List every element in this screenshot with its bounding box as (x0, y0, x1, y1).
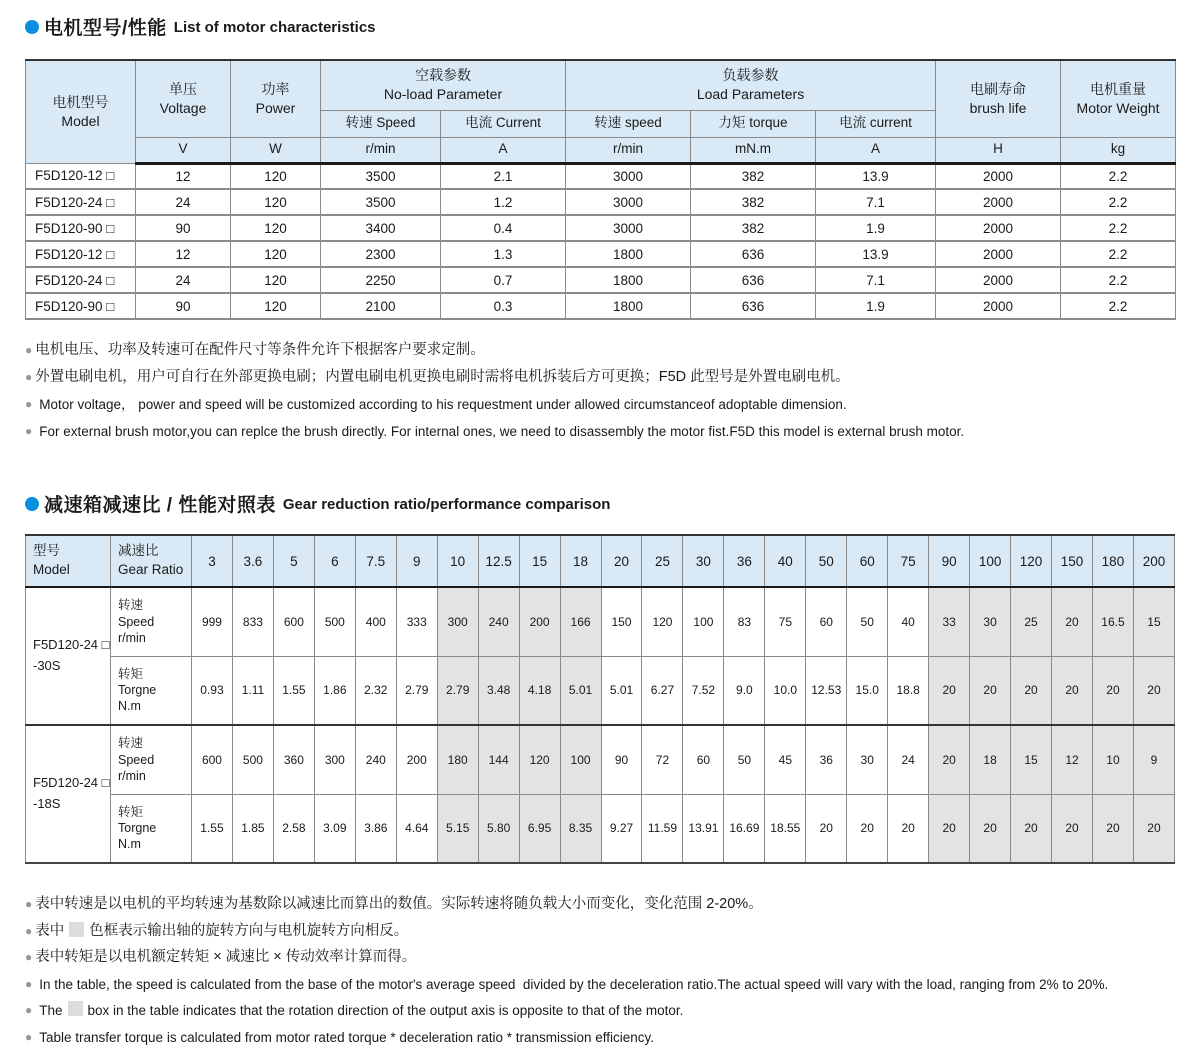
gear-ratio-header-cell: 3.6 (232, 535, 273, 587)
gear-row-label-torque: 转矩 Torgne N.m (111, 794, 192, 863)
gear-speed-row (26, 725, 1175, 794)
gear-ratio-header-cell: 40 (765, 535, 806, 587)
gear-torque-cell: 11.59 (642, 794, 683, 863)
gear-speed-cell: 9 (1133, 725, 1174, 794)
gear-ratio-header-cell: 150 (1052, 535, 1093, 587)
motor-table-cell: 636 (691, 241, 816, 267)
motor-table-cell: 3500 (321, 189, 441, 215)
motor-table-cell: 12 (136, 241, 231, 267)
unit-noload-speed: r/min (321, 137, 441, 163)
gear-speed-cell: 40 (888, 587, 929, 656)
motor-table-cell: 1.9 (816, 215, 936, 241)
motor-table-cell: 13.9 (816, 241, 936, 267)
gear-speed-cell: 90 (601, 725, 642, 794)
unit-power: W (231, 137, 321, 163)
gray-bullet-icon: ● (25, 370, 33, 384)
gear-torque-cell: 0.93 (192, 656, 233, 725)
motor-table-cell: 1800 (566, 293, 691, 319)
gear-speed-cell: 180 (437, 725, 478, 794)
gear-speed-cell: 240 (478, 587, 519, 656)
col-header-load-torque: 力矩 torque (691, 110, 816, 137)
gear-speed-cell: 25 (1011, 587, 1052, 656)
gear-speed-cell: 60 (806, 587, 847, 656)
motor-table-cell: F5D120-12 □ (26, 163, 136, 189)
motor-table-cell: 1.9 (816, 293, 936, 319)
gear-ratio-header-cell: 90 (929, 535, 970, 587)
gear-torque-cell: 20 (1052, 656, 1093, 725)
gear-speed-cell: 36 (806, 725, 847, 794)
note-item (25, 341, 1175, 360)
note-text: 色框表示输出轴的旋转方向与电机旋转方向相反。 (89, 922, 409, 939)
gear-ratio-header-cell: 75 (888, 535, 929, 587)
col-header-model-en: Model (61, 112, 100, 129)
gear-torque-cell: 5.15 (437, 794, 478, 863)
motor-table-cell: 24 (136, 189, 231, 215)
note-item (25, 422, 1175, 441)
gear-ratio-header-cell: 180 (1092, 535, 1133, 587)
gear-torque-cell: 18.55 (765, 794, 806, 863)
gear-speed-cell: 150 (601, 587, 642, 656)
unit-voltage: V (136, 137, 231, 163)
motor-table-cell: 13.9 (816, 163, 936, 189)
section1-title-en: List of motor characteristics (173, 19, 376, 36)
gear-torque-cell: 7.52 (683, 656, 724, 725)
gear-torque-cell: 1.86 (314, 656, 355, 725)
note-item (25, 895, 1175, 914)
gray-bullet-icon: ● (25, 950, 33, 964)
motor-table-cell: F5D120-90 □ (26, 215, 136, 241)
gear-ratio-header-cell: 7.5 (355, 535, 396, 587)
gear-torque-cell: 1.55 (192, 794, 233, 863)
gray-bullet-icon: ● (25, 424, 33, 438)
gear-torque-cell: 9.0 (724, 656, 765, 725)
motor-table-cell: 7.1 (816, 267, 936, 293)
col-header-model (26, 60, 136, 163)
motor-table-cell: F5D120-24 □ (26, 189, 136, 215)
gear-model-cell: F5D120-24 □ -18S (26, 725, 111, 863)
motor-table-cell: 3400 (321, 215, 441, 241)
motor-table-cell: 2.2 (1061, 267, 1176, 293)
gear-torque-cell: 2.79 (437, 656, 478, 725)
gear-ratio-header-cell: 25 (642, 535, 683, 587)
gear-speed-cell: 240 (355, 725, 396, 794)
motor-table-cell: 1.2 (441, 189, 566, 215)
motor-table-cell: 120 (231, 267, 321, 293)
motor-table-cell: F5D120-90 □ (26, 293, 136, 319)
gear-speed-cell: 18 (970, 725, 1011, 794)
gear-torque-cell: 9.27 (601, 794, 642, 863)
gear-torque-cell: 20 (970, 794, 1011, 863)
motor-table-cell: 0.3 (441, 293, 566, 319)
motor-table-cell: 382 (691, 215, 816, 241)
gear-speed-cell: 333 (396, 587, 437, 656)
unit-load-speed: r/min (566, 137, 691, 163)
gear-speed-cell: 500 (232, 725, 273, 794)
unit-load-current: A (816, 137, 936, 163)
section2-title-zh: 减速箱减速比 / 性能对照表 (44, 495, 276, 516)
motor-table-cell: 0.7 (441, 267, 566, 293)
gear-speed-cell: 144 (478, 725, 519, 794)
gear-torque-cell: 20 (1133, 794, 1174, 863)
gray-bullet-icon: ● (25, 1029, 33, 1044)
gear-torque-cell: 20 (929, 656, 970, 725)
gear-torque-cell: 1.85 (232, 794, 273, 863)
gear-ratio-header-cell: 15 (519, 535, 560, 587)
gear-torque-cell: 20 (970, 656, 1011, 725)
note-text: For external brush motor,you can replce the brush directly. For internal ones, we need to disassembly the motor fist.F5D this model is external brush motor. (39, 424, 965, 439)
gear-ratio-header-cell: 3 (192, 535, 233, 587)
gear-ratio-header-cell: 12.5 (478, 535, 519, 587)
note-item (25, 395, 1175, 414)
gear-speed-cell: 20 (1052, 587, 1093, 656)
note-text: Table transfer torque is calculated from motor rated torque * deceleration ratio * transmission efficiency. (39, 1029, 655, 1045)
gray-bullet-icon: ● (25, 923, 33, 938)
gear-torque-cell: 6.95 (519, 794, 560, 863)
gear-header-row (26, 535, 1175, 587)
gear-speed-cell: 83 (724, 587, 765, 656)
gear-torque-cell: 3.48 (478, 656, 519, 725)
gear-speed-cell: 166 (560, 587, 601, 656)
gear-torque-row (26, 794, 1175, 863)
gear-speed-cell: 20 (929, 725, 970, 794)
gray-bullet-icon: ● (25, 897, 33, 911)
note-item (25, 368, 1175, 387)
gear-speed-row (26, 587, 1175, 656)
motor-notes-list (25, 341, 1175, 441)
gear-speed-cell: 100 (560, 725, 601, 794)
motor-table-row (26, 241, 1176, 267)
gear-speed-cell: 72 (642, 725, 683, 794)
motor-table-cell: 2.2 (1061, 163, 1176, 189)
gear-ratio-header-cell: 200 (1133, 535, 1174, 587)
col-group-load: 负载参数 Load Parameters (566, 60, 936, 110)
gray-bullet-icon: ● (25, 976, 33, 991)
gear-row-label-torque: 转矩 Torgne N.m (111, 656, 192, 725)
gear-speed-cell: 33 (929, 587, 970, 656)
motor-table-cell: 90 (136, 293, 231, 319)
motor-table-cell: 3500 (321, 163, 441, 189)
note-text: 电机电压、功率及转速可在配件尺寸等条件允许下根据客户要求定制。 (35, 342, 485, 358)
section1-title-zh: 电机型号/性能 (44, 18, 167, 39)
gear-torque-cell: 8.35 (560, 794, 601, 863)
gear-torque-cell: 20 (1011, 794, 1052, 863)
gear-speed-cell: 300 (314, 725, 355, 794)
section2-title (25, 490, 1175, 517)
col-header-motor-weight: 电机重量 Motor Weight (1061, 60, 1176, 137)
motor-table-cell: 3000 (566, 215, 691, 241)
gear-ratio-header-cell: 100 (970, 535, 1011, 587)
gear-torque-cell: 15.0 (847, 656, 888, 725)
note-text: 表中转矩是以电机额定转矩 × 减速比 × 传动效率计算而得。 (35, 949, 417, 965)
motor-table-cell: 120 (231, 163, 321, 189)
section2-title-en: Gear reduction ratio/performance comparison (282, 496, 611, 513)
gear-torque-cell: 6.27 (642, 656, 683, 725)
note-item (25, 1028, 1175, 1047)
motor-table-cell: 2250 (321, 267, 441, 293)
gear-torque-cell: 4.18 (519, 656, 560, 725)
motor-table-cell: 0.4 (441, 215, 566, 241)
motor-table-cell: 2000 (936, 163, 1061, 189)
gear-torque-cell: 20 (1133, 656, 1174, 725)
motor-table-cell: 2000 (936, 215, 1061, 241)
col-header-power: 功率 Power (231, 60, 321, 137)
motor-table-cell: 7.1 (816, 189, 936, 215)
note-text: 外置电刷电机，用户可自行在外部更换电刷；内置电刷电机更换电刷时需将电机拆装后方可更换；F5D 此型号是外置电刷电机。 (35, 369, 850, 385)
gear-ratio-header-cell: 10 (437, 535, 478, 587)
gear-speed-cell: 600 (273, 587, 314, 656)
gear-notes-list (25, 895, 1175, 1047)
gear-row-label-speed: 转速 Speed r/min (111, 587, 192, 656)
note-item (25, 948, 1175, 967)
gear-torque-cell: 20 (806, 794, 847, 863)
col-header-noload-current: 电流 Current (441, 110, 566, 137)
table-header-row (26, 60, 1176, 110)
gear-ratio-header-cell: 30 (683, 535, 724, 587)
motor-table-row (26, 267, 1176, 293)
motor-table-cell: 3000 (566, 163, 691, 189)
motor-table-cell: 24 (136, 267, 231, 293)
motor-table-row (26, 189, 1176, 215)
gear-speed-cell: 999 (192, 587, 233, 656)
col-header-voltage: 单压 Voltage (136, 60, 231, 137)
motor-table-cell: 120 (231, 241, 321, 267)
motor-table-cell: F5D120-12 □ (26, 241, 136, 267)
motor-table-row (26, 293, 1176, 319)
col-header-gear-model: 型号 Model (26, 535, 111, 587)
motor-table-cell: 120 (231, 189, 321, 215)
motor-table-cell: 636 (691, 267, 816, 293)
gear-torque-cell: 5.80 (478, 794, 519, 863)
gear-ratio-header-cell: 36 (724, 535, 765, 587)
motor-table-cell: 636 (691, 293, 816, 319)
gear-speed-cell: 400 (355, 587, 396, 656)
gear-torque-cell: 20 (847, 794, 888, 863)
gear-torque-cell: 20 (1092, 794, 1133, 863)
gray-bullet-icon: ● (25, 1003, 33, 1017)
gear-speed-cell: 15 (1133, 587, 1174, 656)
note-text: Motor voltage， power and speed will be customized according to his requestment under allowed circumstanceof adoptable dimension. (39, 397, 847, 412)
blue-bullet-icon (25, 497, 39, 511)
motor-table-cell: 2.1 (441, 163, 566, 189)
motor-table-cell: 2.2 (1061, 241, 1176, 267)
blue-bullet-icon (25, 20, 39, 34)
gear-torque-cell: 13.91 (683, 794, 724, 863)
col-header-brush-life: 电刷寿命 brush life (936, 60, 1061, 137)
gear-torque-cell: 5.01 (601, 656, 642, 725)
gear-torque-cell: 2.58 (273, 794, 314, 863)
gear-speed-cell: 500 (314, 587, 355, 656)
gear-torque-cell: 4.64 (396, 794, 437, 863)
gear-ratio-header-cell: 60 (847, 535, 888, 587)
unit-load-torque: mN.m (691, 137, 816, 163)
gear-torque-cell: 20 (888, 794, 929, 863)
gear-speed-cell: 30 (847, 725, 888, 794)
unit-motor-weight: kg (1061, 137, 1176, 163)
note-item (25, 975, 1175, 994)
motor-table-cell: 2000 (936, 293, 1061, 319)
motor-table-cell: 1800 (566, 241, 691, 267)
gear-ratio-header-cell: 20 (601, 535, 642, 587)
gear-ratio-header-cell: 50 (806, 535, 847, 587)
gear-speed-cell: 75 (765, 587, 806, 656)
section1-title (25, 13, 1175, 40)
motor-table-cell: 2.2 (1061, 189, 1176, 215)
gear-speed-cell: 200 (519, 587, 560, 656)
motor-table-cell: 1800 (566, 267, 691, 293)
gear-speed-cell: 833 (232, 587, 273, 656)
motor-characteristics-table (25, 59, 1176, 320)
gear-ratio-header-cell: 18 (560, 535, 601, 587)
motor-table-cell: 382 (691, 163, 816, 189)
note-text: The (39, 1003, 63, 1018)
gear-speed-cell: 120 (519, 725, 560, 794)
motor-table-cell: 2.2 (1061, 293, 1176, 319)
gear-torque-cell: 12.53 (806, 656, 847, 725)
motor-table-cell: 2300 (321, 241, 441, 267)
gear-speed-cell: 600 (192, 725, 233, 794)
gear-torque-cell: 5.01 (560, 656, 601, 725)
gear-ratio-table (25, 534, 1175, 864)
gear-speed-cell: 360 (273, 725, 314, 794)
gear-speed-cell: 50 (724, 725, 765, 794)
gear-speed-cell: 10 (1092, 725, 1133, 794)
note-item (25, 1001, 1175, 1020)
gear-torque-row (26, 656, 1175, 725)
motor-table-cell: 2000 (936, 267, 1061, 293)
motor-table-cell: 90 (136, 215, 231, 241)
note-text: 表中转速是以电机的平均转速为基数除以减速比而算出的数值。实际转速将随负载大小而变化，变化范围 2-20%。 (35, 896, 763, 912)
gear-torque-cell: 16.69 (724, 794, 765, 863)
gear-torque-cell: 2.32 (355, 656, 396, 725)
gear-torque-cell: 2.79 (396, 656, 437, 725)
gear-speed-cell: 200 (396, 725, 437, 794)
col-group-noload: 空载参数 No-load Parameter (321, 60, 566, 110)
note-text: box in the table indicates that the rotation direction of the output axis is opposite to that of the motor. (87, 1003, 684, 1018)
motor-table-cell: 2000 (936, 241, 1061, 267)
motor-table-cell: 3000 (566, 189, 691, 215)
gray-bullet-icon: ● (25, 397, 33, 411)
gear-torque-cell: 3.86 (355, 794, 396, 863)
gear-speed-cell: 100 (683, 587, 724, 656)
gear-torque-cell: 1.11 (232, 656, 273, 725)
gear-model-cell: F5D120-24 □ -30S (26, 587, 111, 725)
gray-box-icon (68, 1001, 83, 1016)
table-units-row (26, 137, 1176, 163)
gear-torque-cell: 18.8 (888, 656, 929, 725)
gear-speed-cell: 300 (437, 587, 478, 656)
gear-speed-cell: 120 (642, 587, 683, 656)
motor-table-row (26, 215, 1176, 241)
gear-torque-cell: 1.55 (273, 656, 314, 725)
gear-torque-cell: 20 (1011, 656, 1052, 725)
motor-table-cell: 382 (691, 189, 816, 215)
unit-brush-life: H (936, 137, 1061, 163)
gray-box-icon (69, 922, 84, 937)
col-header-gear-ratio: 减速比 Gear Ratio (111, 535, 192, 587)
gear-ratio-header-cell: 120 (1011, 535, 1052, 587)
gear-speed-cell: 12 (1052, 725, 1093, 794)
note-text: In the table, the speed is calculated from the base of the motor's average speed divided by the deceleration ratio.The actual speed will vary with the load, ranging from 2% to 20%. (39, 976, 1109, 992)
motor-table-cell: F5D120-24 □ (26, 267, 136, 293)
gear-speed-cell: 45 (765, 725, 806, 794)
gear-torque-cell: 20 (929, 794, 970, 863)
gear-speed-cell: 15 (1011, 725, 1052, 794)
motor-table-cell: 2.2 (1061, 215, 1176, 241)
gear-torque-cell: 20 (1052, 794, 1093, 863)
gear-torque-cell: 20 (1092, 656, 1133, 725)
gear-speed-cell: 50 (847, 587, 888, 656)
motor-table-row (26, 163, 1176, 189)
gear-speed-cell: 24 (888, 725, 929, 794)
note-text: 表中 (35, 922, 65, 939)
motor-table-cell: 12 (136, 163, 231, 189)
gear-speed-cell: 30 (970, 587, 1011, 656)
gear-torque-cell: 3.09 (314, 794, 355, 863)
motor-table-cell: 1.3 (441, 241, 566, 267)
motor-table-cell: 120 (231, 215, 321, 241)
note-item (25, 922, 1175, 941)
col-header-model-zh: 电机型号 (52, 93, 109, 110)
motor-table-cell: 120 (231, 293, 321, 319)
gear-ratio-header-cell: 5 (273, 535, 314, 587)
gray-bullet-icon: ● (25, 343, 33, 357)
gear-torque-cell: 10.0 (765, 656, 806, 725)
col-header-noload-speed: 转速 Speed (321, 110, 441, 137)
gear-ratio-header-cell: 9 (396, 535, 437, 587)
col-header-load-current: 电流 current (816, 110, 936, 137)
unit-noload-current: A (441, 137, 566, 163)
col-header-load-speed: 转速 speed (566, 110, 691, 137)
gear-speed-cell: 16.5 (1092, 587, 1133, 656)
motor-table-cell: 2100 (321, 293, 441, 319)
gear-speed-cell: 60 (683, 725, 724, 794)
motor-table-cell: 2000 (936, 189, 1061, 215)
gear-row-label-speed: 转速 Speed r/min (111, 725, 192, 794)
gear-ratio-header-cell: 6 (314, 535, 355, 587)
